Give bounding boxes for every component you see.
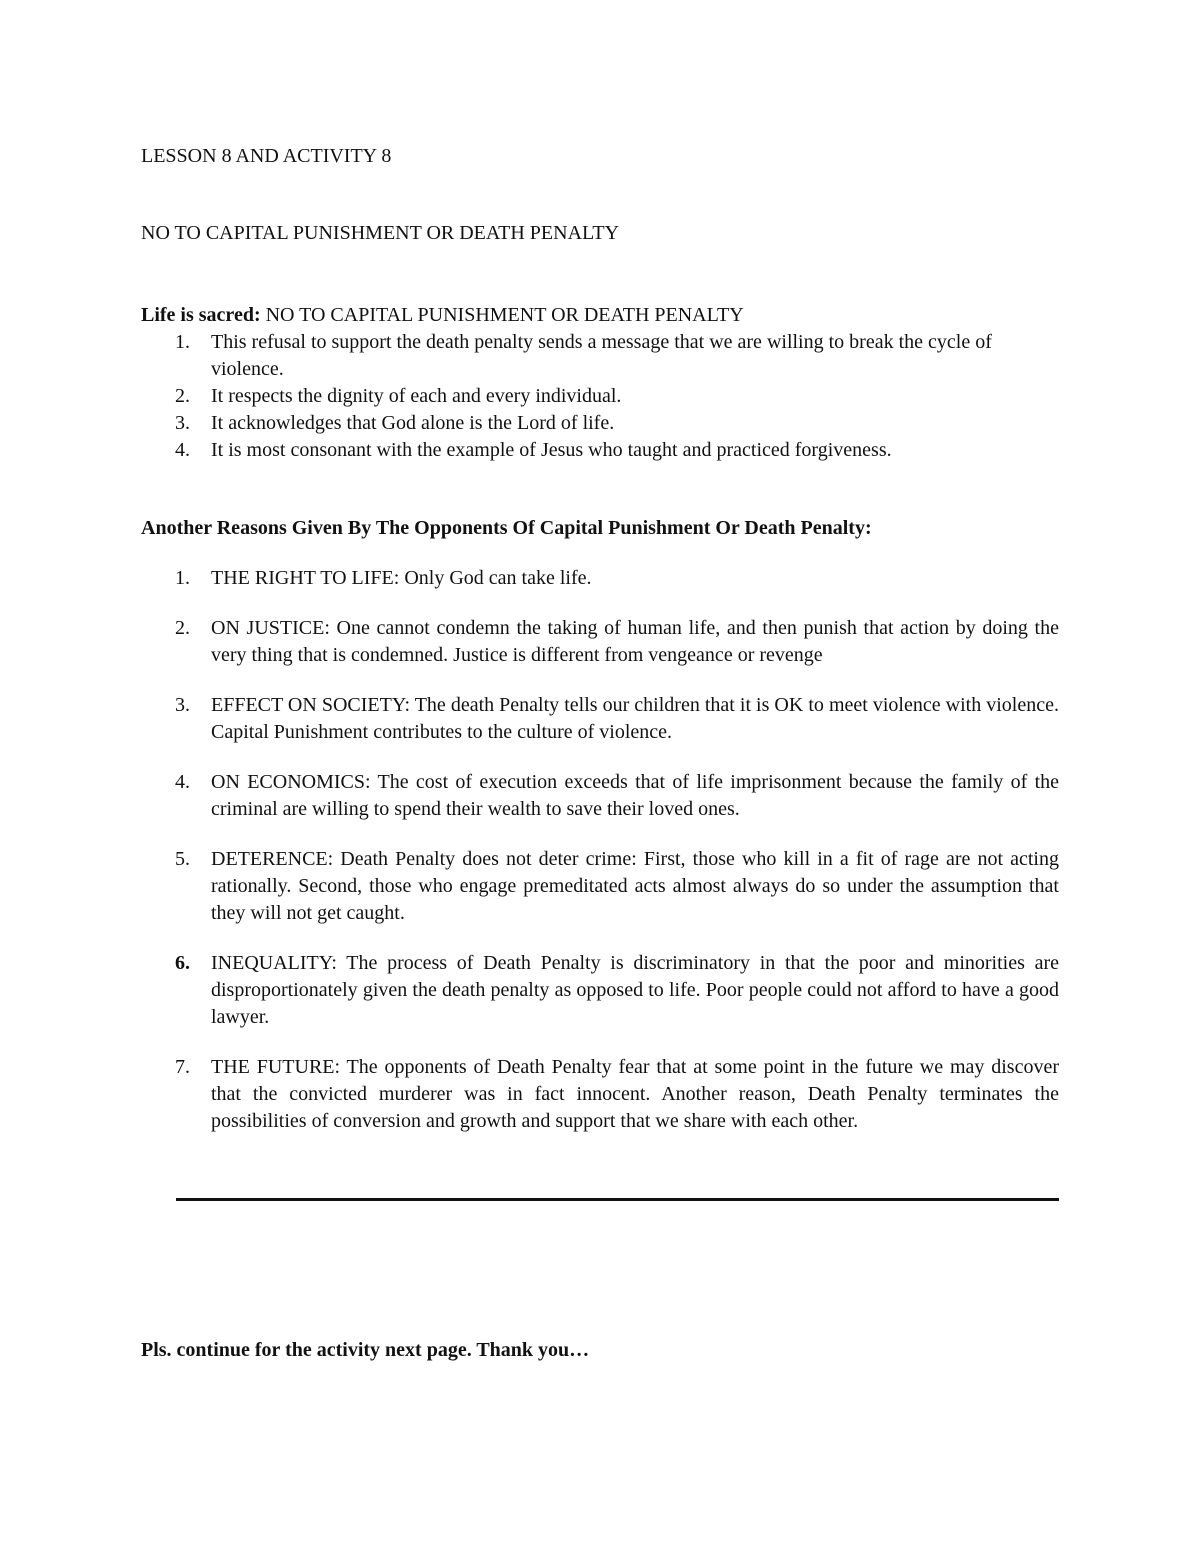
- list-item: [141, 769, 1059, 823]
- section2-list: [141, 565, 1059, 1158]
- list-item-number: 4.: [175, 771, 190, 793]
- list-item: [141, 950, 1059, 1031]
- list-item-text: THE RIGHT TO LIFE: Only God can take life.: [211, 567, 592, 589]
- section-divider: [176, 1198, 1059, 1201]
- list-item: [141, 410, 1059, 437]
- list-item-text: It respects the dignity of each and every individual.: [211, 385, 622, 407]
- list-item-text: THE FUTURE: The opponents of Death Penalty fear that at some point in the future we may discover that the convicted murderer was in fact innocent. Another reason, Death Penalty terminates the possibilities of conversion and growth and support that we share with each other.: [211, 1056, 1059, 1132]
- lesson-heading: LESSON 8 AND ACTIVITY 8: [141, 145, 392, 167]
- main-title: NO TO CAPITAL PUNISHMENT OR DEATH PENALTY: [141, 222, 620, 244]
- section1-heading: [141, 302, 744, 329]
- section1-heading-bold: Life is sacred:: [141, 304, 261, 326]
- list-item-number: 4.: [175, 439, 190, 461]
- section2-heading: Another Reasons Given By The Opponents Of Capital Punishment Or Death Penalty:: [141, 517, 872, 539]
- list-item: [141, 329, 1059, 383]
- list-item-number: 3.: [175, 412, 190, 434]
- list-item-number: 7.: [175, 1056, 190, 1078]
- list-item: [141, 846, 1059, 927]
- list-item-number: 6.: [175, 952, 190, 974]
- list-item-number: 3.: [175, 694, 190, 716]
- section1-list: [141, 329, 1059, 464]
- list-item-number: 5.: [175, 848, 190, 870]
- list-item: [141, 1054, 1059, 1135]
- list-item-text: It acknowledges that God alone is the Lord of life.: [211, 412, 615, 434]
- list-item: [141, 383, 1059, 410]
- list-item-text: This refusal to support the death penalty sends a message that we are willing to break the cycle of violence.: [211, 331, 992, 380]
- list-item-number: 2.: [175, 617, 190, 639]
- list-item-number: 1.: [175, 331, 190, 353]
- list-item-number: 1.: [175, 567, 190, 589]
- list-item-text: EFFECT ON SOCIETY: The death Penalty tells our children that it is OK to meet violence with violence. Capital Punishment contributes to the culture of violence.: [211, 694, 1059, 743]
- list-item-number: 2.: [175, 385, 190, 407]
- list-item-text: INEQUALITY: The process of Death Penalty is discriminatory in that the poor and minorities are disproportionately given the death penalty as opposed to life. Poor people could not afford to have a good lawyer.: [211, 952, 1059, 1028]
- list-item-text: ON ECONOMICS: The cost of execution exceeds that of life imprisonment because the family of the criminal are willing to spend their wealth to save their loved ones.: [211, 771, 1059, 820]
- list-item: [141, 437, 1059, 464]
- list-item: [141, 692, 1059, 746]
- section1-heading-rest: NO TO CAPITAL PUNISHMENT OR DEATH PENALTY: [260, 304, 744, 326]
- closing-note: Pls. continue for the activity next page. Thank you…: [141, 1339, 590, 1361]
- list-item-text: DETERENCE: Death Penalty does not deter crime: First, those who kill in a fit of rage are not acting rationally. Second, those who engage premeditated acts almost always do so under the assumption that they will not get caught.: [211, 848, 1059, 924]
- list-item-text: ON JUSTICE: One cannot condemn the taking of human life, and then punish that action by doing the very thing that is condemned. Justice is different from vengeance or revenge: [211, 617, 1059, 666]
- list-item-text: It is most consonant with the example of Jesus who taught and practiced forgiveness.: [211, 439, 892, 461]
- list-item: [141, 615, 1059, 669]
- list-item: [141, 565, 1059, 592]
